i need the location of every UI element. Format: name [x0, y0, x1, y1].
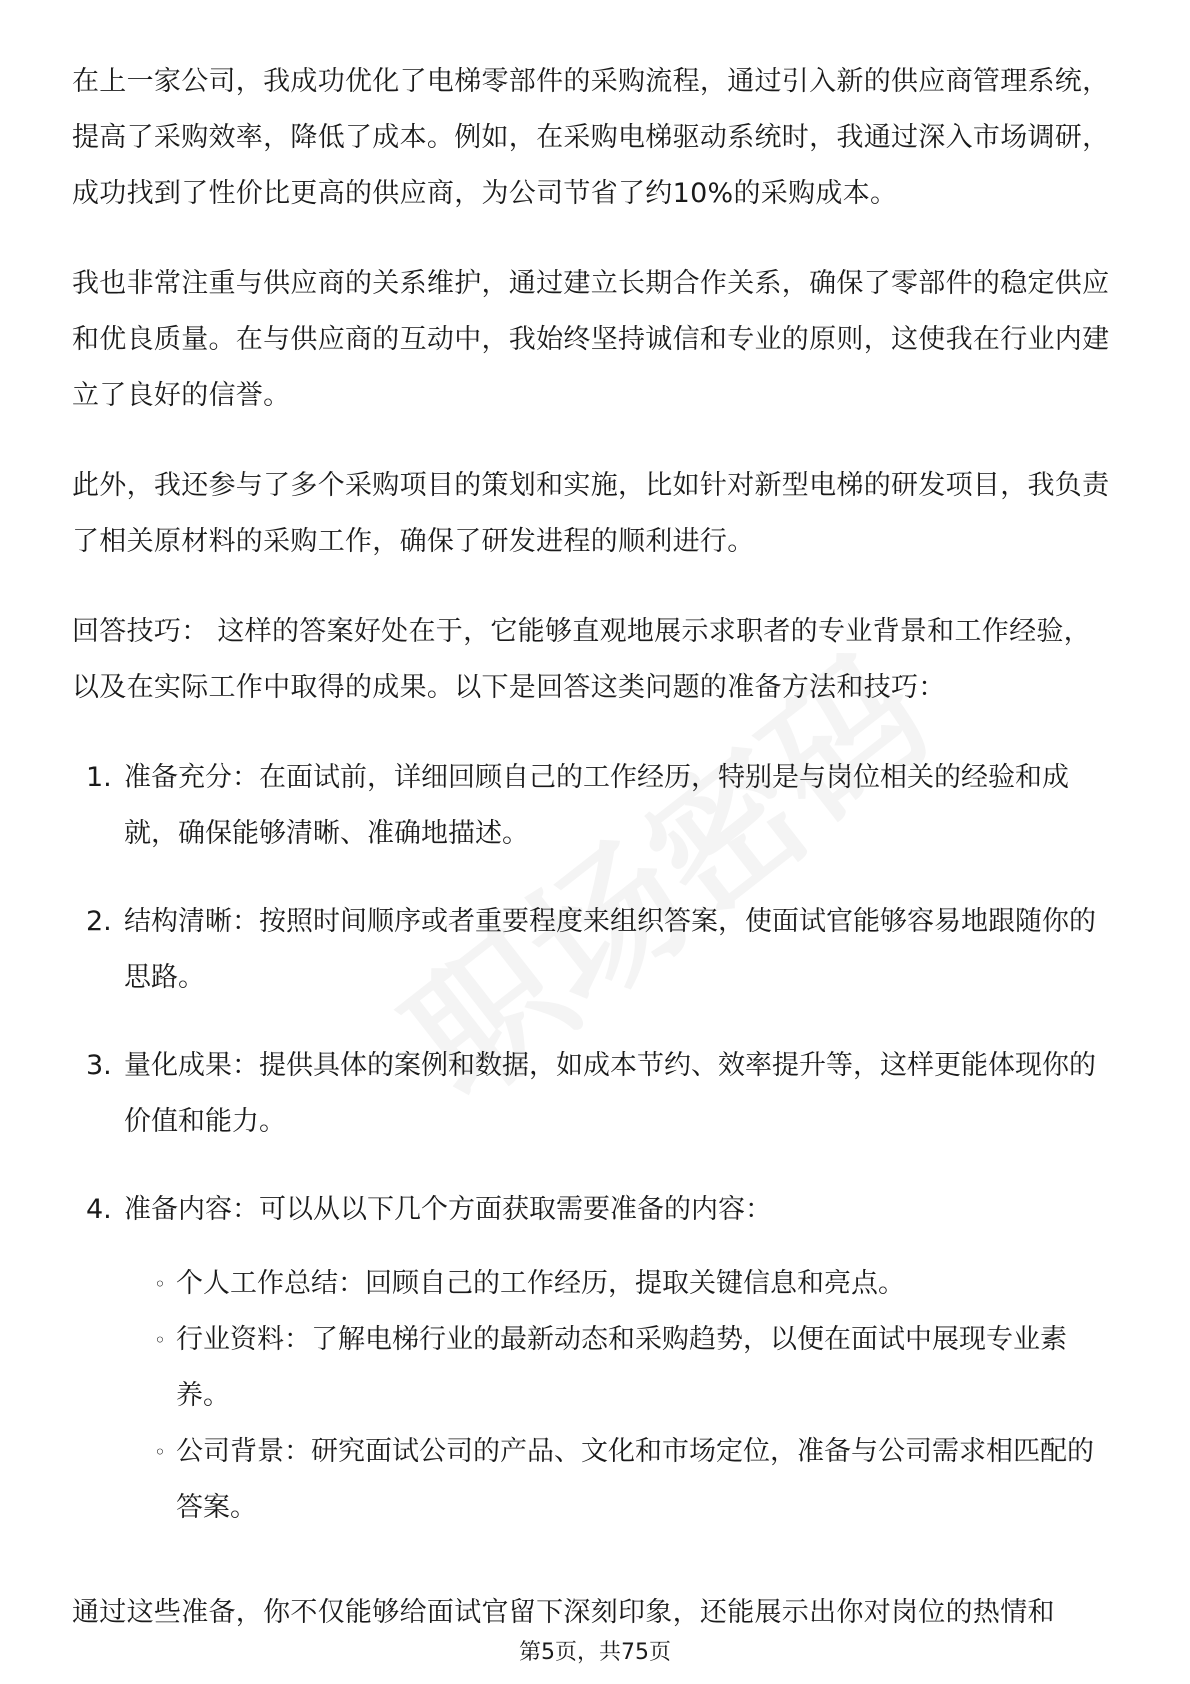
paragraph-closing: 通过这些准备，你不仅能够给面试官留下深刻印象，还能展示出你对岗位的热情和: [72, 1597, 1055, 1628]
list-number: 2.: [86, 906, 112, 937]
bullet-icon: ◦: [154, 1440, 166, 1464]
sub-list-item-text: 行业资料：了解电梯行业的最新动态和采购趋势，以便在面试中展现专业素养。: [176, 1324, 1067, 1411]
page-footer: 第5页，共75页: [519, 1640, 671, 1665]
list-item-text: 结构清晰：按照时间顺序或者重要程度来组织答案，使面试官能够容易地跟随你的思路。: [124, 906, 1096, 993]
list-number: 4.: [86, 1194, 112, 1225]
bullet-icon: ◦: [154, 1328, 166, 1352]
list-number: 1.: [86, 762, 112, 793]
list-item: [72, 894, 1118, 1006]
sub-list-item: [124, 1424, 1118, 1536]
sub-list-item-text: 个人工作总结：回顾自己的工作经历，提取关键信息和亮点。: [176, 1268, 905, 1299]
sub-list-item-text: 公司背景：研究面试公司的产品、文化和市场定位，准备与公司需求相匹配的答案。: [176, 1436, 1094, 1523]
paragraph-2: 我也非常注重与供应商的关系维护，通过建立长期合作关系，确保了零部件的稳定供应和优良质量。在与供应商的互动中，我始终坚持诚信和专业的原则，这使我在行业内建立了良好的信誉。: [72, 268, 1110, 411]
list-item: [72, 750, 1118, 862]
list-item: [72, 1182, 1118, 1536]
sub-list: [124, 1256, 1118, 1536]
list-item-text: 准备充分：在面试前，详细回顾自己的工作经历，特别是与岗位相关的经验和成就，确保能够清晰、准确地描述。: [124, 762, 1069, 849]
content: [72, 54, 1118, 1568]
list-item: [72, 1038, 1118, 1150]
list-item-text: 准备内容：可以从以下几个方面获取需要准备的内容：: [124, 1194, 772, 1225]
list-number: 3.: [86, 1050, 112, 1081]
sub-list-item: [124, 1312, 1118, 1424]
sub-list-item: [124, 1256, 1118, 1312]
steps-list: [72, 750, 1118, 1536]
paragraph-1: 在上一家公司，我成功优化了电梯零部件的采购流程，通过引入新的供应商管理系统，提高了采购效率，降低了成本。例如，在采购电梯驱动系统时，我通过深入市场调研，成功找到了性价比更高的供应商，为公司节省了约10%的采购成本。: [72, 66, 1110, 209]
paragraph-tips: 回答技巧： 这样的答案好处在于，它能够直观地展示求职者的专业背景和工作经验，以及在实际工作中取得的成果。以下是回答这类问题的准备方法和技巧：: [72, 616, 1091, 703]
list-item-text: 量化成果：提供具体的案例和数据，如成本节约、效率提升等，这样更能体现你的价值和能力。: [124, 1050, 1096, 1137]
paragraph-3: 此外，我还参与了多个采购项目的策划和实施，比如针对新型电梯的研发项目，我负责了相关原材料的采购工作，确保了研发进程的顺利进行。: [72, 470, 1110, 557]
bullet-icon: ◦: [154, 1272, 166, 1296]
